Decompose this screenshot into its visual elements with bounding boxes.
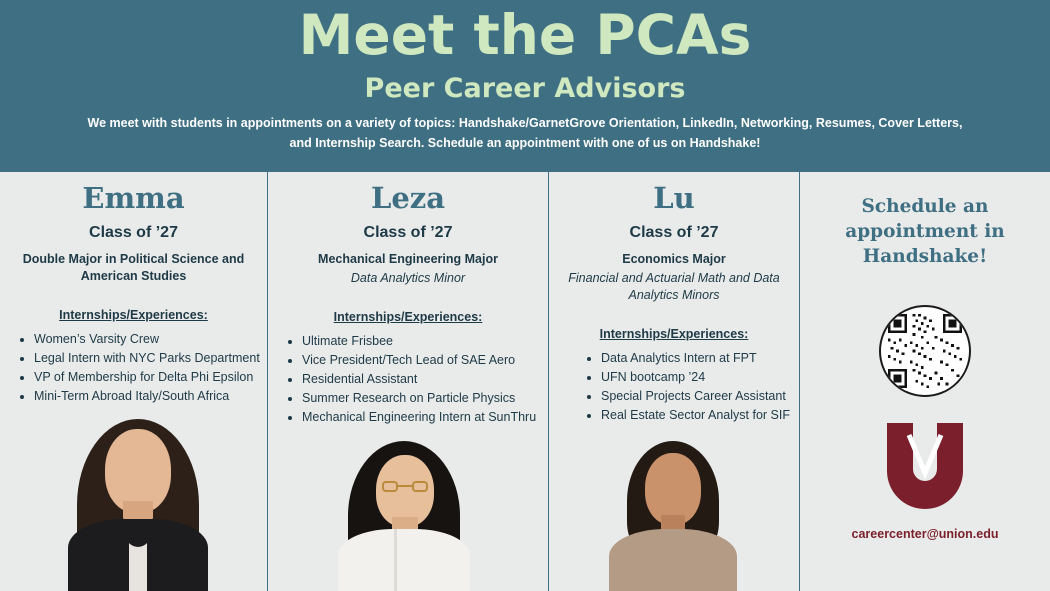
pca-experiences-heading: Internships/Experiences: bbox=[59, 308, 208, 322]
list-item: • Ultimate Frisbee bbox=[302, 332, 548, 350]
page-title: Meet the PCAs bbox=[298, 3, 752, 67]
list-item: • VP of Membership for Delta Phi Epsilon bbox=[34, 368, 267, 386]
pca-name: Lu bbox=[653, 181, 695, 215]
list-item: • Legal Intern with NYC Parks Department bbox=[34, 349, 267, 367]
qr-code-icon[interactable] bbox=[879, 305, 971, 397]
pca-class-year: Class of ’27 bbox=[89, 224, 178, 241]
poster-header bbox=[0, 0, 1050, 172]
union-u-logo-svg bbox=[879, 417, 971, 509]
list-item: • Mechanical Engineering Intern at SunThru bbox=[302, 408, 548, 426]
list-item: • Women’s Varsity Crew bbox=[34, 330, 267, 348]
schedule-panel bbox=[800, 172, 1050, 591]
list-item: • Real Estate Sector Analyst for SIF bbox=[601, 406, 799, 424]
career-center-email[interactable]: careercenter@union.edu bbox=[851, 527, 999, 541]
pca-experiences-list bbox=[549, 349, 799, 424]
list-item: • Mini-Term Abroad Italy/South Africa bbox=[34, 387, 267, 405]
pca-major: Double Major in Political Science and American Studies bbox=[22, 252, 245, 283]
header-blurb: We meet with students in appointments on a variety of topics: Handshake/GarnetGrove Orientation, LinkedIn, Networking, Resumes, Cover Letters, and Internship Search. Schedule an appointment with one of us on Handshake! bbox=[87, 116, 963, 150]
pca-experiences-heading: Internships/Experiences: bbox=[599, 327, 749, 341]
pca-experiences-list bbox=[268, 332, 548, 426]
pca-name: Emma bbox=[82, 181, 185, 215]
pca-name: Leza bbox=[370, 181, 446, 215]
pca-card-emma bbox=[0, 172, 267, 591]
leza-portrait bbox=[330, 441, 478, 591]
pca-card-lu bbox=[549, 172, 799, 591]
lu-portrait bbox=[597, 441, 747, 591]
pca-experiences-heading: Internships/Experiences: bbox=[333, 310, 483, 324]
pca-major: Mechanical Engineering Major bbox=[318, 252, 498, 266]
union-college-logo bbox=[879, 417, 971, 509]
pca-class-year: Class of ’27 bbox=[629, 224, 719, 241]
pca-class-year: Class of ’27 bbox=[363, 224, 453, 241]
pca-card-leza bbox=[268, 172, 548, 591]
list-item: • Residential Assistant bbox=[302, 370, 548, 388]
pca-experiences-list bbox=[0, 330, 267, 405]
page-subtitle: Peer Career Advisors bbox=[364, 73, 686, 104]
pca-minor: Financial and Actuarial Math and Data Analytics Minors bbox=[568, 271, 780, 302]
pca-major: Economics Major bbox=[622, 252, 726, 266]
list-item: • Vice President/Tech Lead of SAE Aero bbox=[302, 351, 548, 369]
list-item: • Special Projects Career Assistant bbox=[601, 387, 799, 405]
list-item: • Data Analytics Intern at FPT bbox=[601, 349, 799, 367]
list-item: • Summer Research on Particle Physics bbox=[302, 389, 548, 407]
list-item: • UFN bootcamp ’24 bbox=[601, 368, 799, 386]
pca-minor: Data Analytics Minor bbox=[350, 271, 466, 285]
schedule-heading: Schedule an appointment in Handshake! bbox=[845, 196, 1005, 267]
qr-code-svg bbox=[885, 311, 965, 391]
emma-portrait bbox=[63, 419, 213, 591]
